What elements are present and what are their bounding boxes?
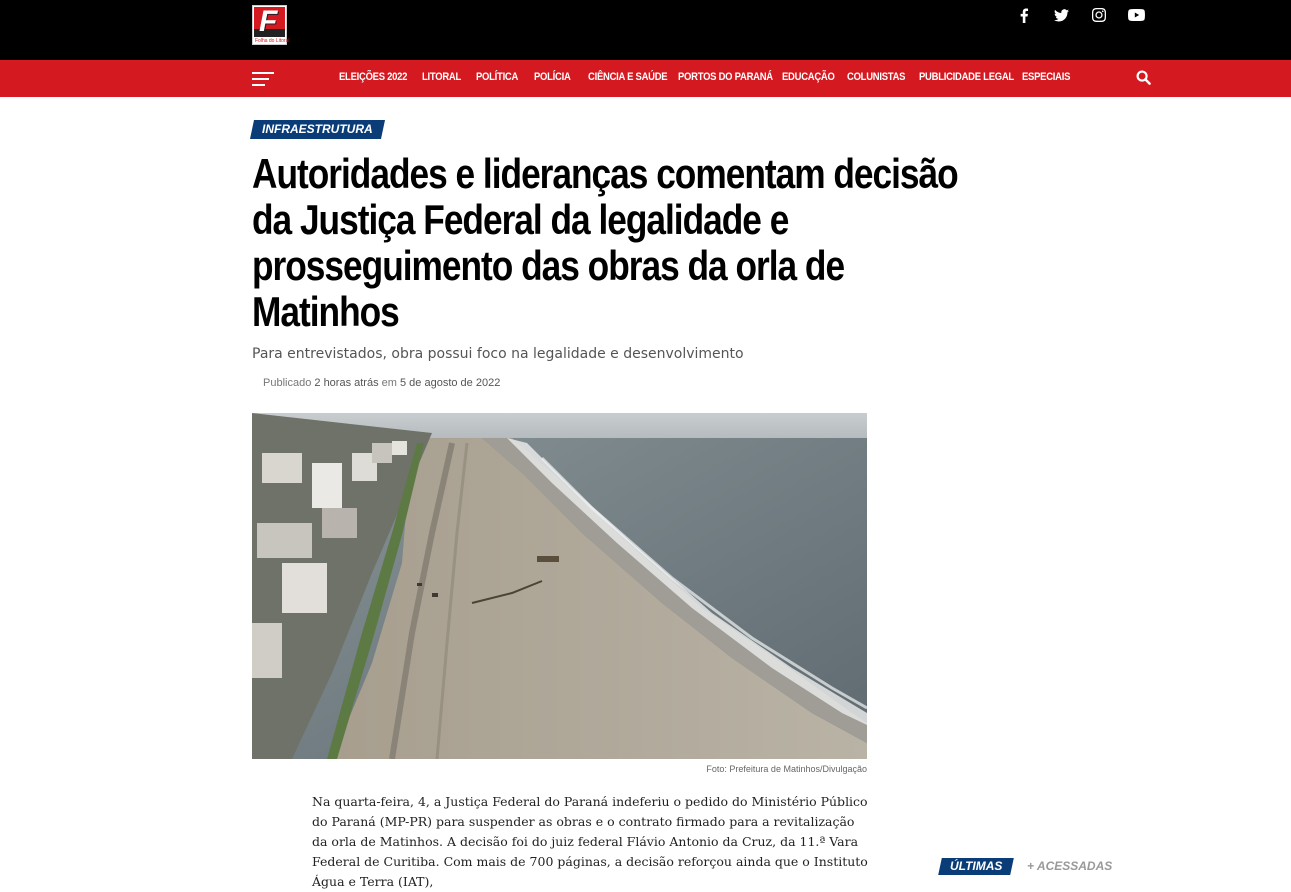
search-icon[interactable]: [1136, 70, 1153, 87]
image-caption: Foto: Prefeitura de Matinhos/Divulgação: [706, 764, 867, 774]
logo-tagline: Folha do Litoral: [255, 38, 290, 44]
nav-item-policia[interactable]: POLÍCIA: [534, 71, 571, 83]
top-bar: [0, 0, 1291, 60]
facebook-icon[interactable]: [1014, 5, 1034, 25]
nav-item-publicidade-legal[interactable]: PUBLICIDADE LEGAL: [919, 71, 1014, 83]
logo-letter: F: [259, 5, 278, 38]
article-byline: [263, 377, 500, 389]
article-title: Autoridades e lideranças comentam decisão da Justiça Federal da legalidade e prosseguimento das obras da orla de Matinhos: [252, 150, 958, 335]
site-logo[interactable]: [252, 5, 290, 45]
byline-middle: em: [381, 377, 397, 389]
tab-most-viewed[interactable]: + ACESSADAS: [1027, 859, 1113, 873]
article-subtitle: Para entrevistados, obra possui foco na legalidade e desenvolvimento: [252, 346, 744, 362]
nav-item-colunistas[interactable]: COLUNISTAS: [847, 71, 906, 83]
youtube-icon[interactable]: [1126, 5, 1146, 25]
byline-time: 2 horas atrás: [314, 377, 379, 389]
category-label: INFRAESTRUTURA: [262, 122, 373, 136]
category-badge[interactable]: [250, 120, 385, 139]
byline-prefix: Publicado: [263, 377, 312, 389]
instagram-icon[interactable]: [1089, 5, 1109, 25]
nav-item-politica[interactable]: POLÍTICA: [476, 71, 519, 83]
tab-latest-label: ÚLTIMAS: [950, 859, 1003, 873]
featured-image: [252, 413, 867, 759]
nav-item-litoral[interactable]: LITORAL: [422, 71, 462, 83]
nav-item-eleicoes[interactable]: ELEIÇÕES 2022: [339, 71, 408, 83]
byline-date: 5 de agosto de 2022: [400, 377, 501, 389]
article-body: Na quarta-feira, 4, a Justiça Federal do Paraná indeferiu o pedido do Ministério Público do Paraná (MP-PR) para suspender as obras e o contrato firmado para a revitalização da orla de Matinhos. A decisão foi do juiz federal Flávio Antonio da Cruz, da 11.ª Vara Federal de Curitiba. Com mais de 700 páginas, a decisão reforçou ainda que o Instituto Água e Terra (IAT),: [312, 794, 868, 889]
main-nav: [0, 60, 1291, 97]
twitter-icon[interactable]: [1051, 5, 1071, 25]
nav-item-educacao[interactable]: EDUCAÇÃO: [782, 71, 835, 83]
hamburger-menu-icon[interactable]: [252, 70, 274, 86]
nav-item-ciencia-saude[interactable]: CIÊNCIA E SAÚDE: [588, 71, 668, 83]
nav-item-portos[interactable]: PORTOS DO PARANÁ: [678, 71, 773, 83]
tab-latest[interactable]: [938, 858, 1014, 875]
nav-item-especiais[interactable]: ESPECIAIS: [1022, 71, 1071, 83]
